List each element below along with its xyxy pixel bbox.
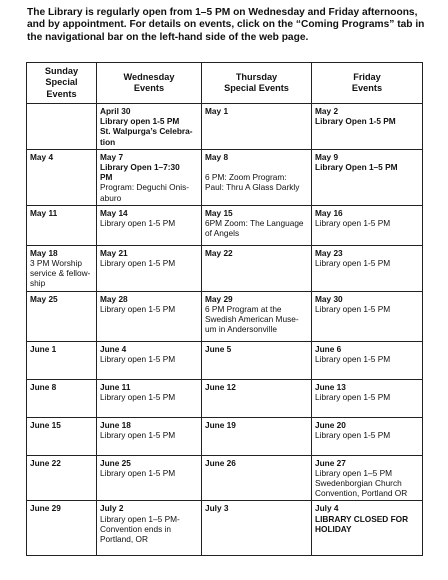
- date: June 18: [100, 419, 131, 430]
- date: June 26: [205, 457, 236, 468]
- event-text: ship: [30, 278, 46, 289]
- date: May 18: [30, 247, 58, 258]
- header-thursday-line: Special Events: [224, 83, 289, 93]
- thursday-cell: [202, 379, 312, 417]
- friday-cell: [312, 417, 423, 455]
- wednesday-cell: [97, 149, 202, 205]
- header-sunday-line: Sunday: [44, 66, 79, 77]
- table-row: [27, 205, 423, 245]
- date: July 3: [205, 503, 229, 514]
- event-text: Swedenborgian Church: [315, 478, 402, 489]
- friday-cell: [312, 205, 423, 245]
- date: May 7: [100, 151, 124, 162]
- table-row: [27, 104, 423, 150]
- sunday-cell: [27, 245, 97, 291]
- header-friday-line: Events: [351, 83, 383, 93]
- event-text: 6 PM: Zoom Program:: [205, 172, 287, 183]
- friday-cell: [312, 104, 423, 150]
- event-text: Library open 1-5 PM: [315, 353, 391, 364]
- event-text: um in Andersonville: [205, 324, 277, 335]
- thursday-cell: [202, 341, 312, 379]
- event-text: Library open 1-5 PM: [100, 353, 176, 364]
- event-text: St. Walpurga’s Celebra-: [100, 126, 193, 137]
- wednesday-cell: [97, 341, 202, 379]
- sunday-cell: [27, 501, 97, 556]
- header-wednesday: [97, 63, 202, 104]
- date: May 4: [30, 151, 54, 162]
- event-text: Library open 1-5 PM: [315, 391, 391, 402]
- date: June 4: [100, 343, 127, 354]
- date: May 21: [100, 247, 128, 258]
- date: May 1: [205, 106, 229, 116]
- event-text: 6 PM Program at the: [205, 303, 282, 314]
- sunday-cell: [27, 417, 97, 455]
- event-text: Library Open 1–7:30: [100, 162, 180, 173]
- thursday-cell: [202, 455, 312, 501]
- thursday-cell: [202, 501, 312, 556]
- wednesday-cell: [97, 417, 202, 455]
- event-text: 3 PM Worship: [30, 258, 82, 269]
- event-text: Convention ends in: [100, 523, 172, 534]
- event-text: Library open 1-5 PM: [100, 467, 176, 478]
- header-friday: [312, 63, 423, 104]
- table-row: [27, 341, 423, 379]
- date: May 8: [205, 151, 229, 162]
- date: June 19: [205, 419, 236, 430]
- wednesday-cell: [97, 245, 202, 291]
- thursday-cell: [202, 245, 312, 291]
- date: May 2: [315, 106, 339, 116]
- friday-cell: [312, 379, 423, 417]
- sunday-cell: [27, 149, 97, 205]
- date: May 30: [315, 293, 343, 304]
- event-text: [205, 162, 308, 172]
- event-text: Library open 1-5 PM: [100, 258, 176, 269]
- date: June 1: [30, 343, 57, 354]
- friday-cell: [312, 341, 423, 379]
- date: May 14: [100, 207, 128, 218]
- event-text: Swedish American Muse-: [205, 314, 299, 325]
- header-row: [27, 63, 423, 104]
- schedule-table: [26, 62, 423, 556]
- thursday-cell: [202, 205, 312, 245]
- event-text: Library open 1-5 PM: [315, 303, 391, 314]
- header-thursday: [202, 63, 312, 104]
- intro-paragraph: The Library is regularly open from 1–5 PM on Wednesday and Friday afternoons, and by appointment. For details on events, click on the “Coming Programs” tab in the navigational bar on the left-hand side of the web page.: [27, 7, 425, 43]
- event-text: PM: [100, 172, 113, 183]
- table-row: [27, 291, 423, 341]
- wednesday-cell: [97, 501, 202, 556]
- thursday-cell: [202, 104, 312, 150]
- wednesday-cell: [97, 379, 202, 417]
- event-text: Library open 1-5 PM: [100, 303, 176, 314]
- friday-cell: [312, 149, 423, 205]
- event-text: Library open 1-5 PM: [315, 218, 391, 229]
- date: May 15: [205, 207, 233, 218]
- event-text: Program: Deguchi Onis-: [100, 182, 189, 193]
- date: May 28: [100, 293, 128, 304]
- event-text: Library open 1-5 PM: [100, 391, 176, 402]
- table-row: [27, 501, 423, 556]
- date: May 9: [315, 151, 339, 162]
- header-sunday: [27, 63, 97, 104]
- event-text: Library open 1-5 PM: [100, 429, 176, 440]
- event-text: Library open 1–5 PM: [315, 467, 393, 478]
- event-text: of Angels: [205, 228, 240, 239]
- event-text: aburo: [100, 192, 122, 203]
- sunday-cell: [27, 379, 97, 417]
- header-wednesday-line: Wednesday: [123, 71, 175, 82]
- friday-cell: [312, 455, 423, 501]
- event-text: Library Open 1-5 PM: [315, 116, 396, 127]
- date: April 30: [100, 106, 131, 116]
- event-text: HOLIDAY: [315, 523, 352, 534]
- date: May 16: [315, 207, 343, 218]
- event-text: Library open 1-5 PM: [100, 116, 180, 127]
- header-wednesday-line: Events: [133, 83, 165, 93]
- table-row: [27, 245, 423, 291]
- thursday-cell: [202, 149, 312, 205]
- date: May 23: [315, 247, 343, 258]
- date: June 13: [315, 381, 346, 392]
- sunday-cell: [27, 341, 97, 379]
- event-text: LIBRARY CLOSED FOR: [315, 513, 409, 524]
- header-sunday-line: Events: [46, 88, 77, 99]
- table-row: [27, 417, 423, 455]
- table-row: [27, 379, 423, 417]
- event-text: Portland, OR: [100, 534, 148, 545]
- event-text: Library open 1-5 PM: [315, 429, 391, 440]
- event-text: Paul: Thru A Glass Darkly: [205, 182, 300, 193]
- date: May 25: [30, 293, 58, 304]
- date: June 11: [100, 381, 131, 392]
- date: June 29: [30, 503, 61, 514]
- table-row: [27, 455, 423, 501]
- header-sunday-line: Special: [45, 77, 78, 88]
- event-text: tion: [100, 136, 116, 147]
- header-friday-line: Friday: [353, 71, 381, 82]
- friday-cell: [312, 245, 423, 291]
- thursday-cell: [202, 417, 312, 455]
- wednesday-cell: [97, 205, 202, 245]
- friday-cell: [312, 501, 423, 556]
- thursday-cell: [202, 291, 312, 341]
- wednesday-cell: [97, 291, 202, 341]
- event-text: Library open 1-5 PM: [315, 258, 391, 269]
- friday-cell: [312, 291, 423, 341]
- date: May 22: [205, 247, 233, 258]
- sunday-cell: [27, 104, 97, 150]
- sunday-cell: [27, 205, 97, 245]
- sunday-cell: [27, 291, 97, 341]
- event-text: service & fellow-: [30, 268, 91, 279]
- event-text: Library Open 1–5 PM: [315, 162, 398, 173]
- date: May 29: [205, 293, 233, 304]
- date: July 2: [100, 503, 124, 514]
- wednesday-cell: [97, 104, 202, 150]
- event-text: 6PM Zoom: The Language: [205, 218, 304, 229]
- date: June 6: [315, 343, 342, 354]
- header-thursday-line: Thursday: [235, 71, 278, 82]
- date: June 20: [315, 419, 346, 430]
- date: June 12: [205, 381, 236, 392]
- date: July 4: [315, 503, 339, 514]
- date: June 5: [205, 343, 232, 354]
- date: June 27: [315, 457, 346, 468]
- date: June 8: [30, 381, 57, 392]
- date: May 11: [30, 207, 58, 218]
- date: June 22: [30, 457, 61, 468]
- table-row: [27, 149, 423, 205]
- wednesday-cell: [97, 455, 202, 501]
- date: June 15: [30, 419, 61, 430]
- event-text: Library open 1–5 PM-: [100, 513, 180, 524]
- event-text: Convention, Portland OR: [315, 488, 408, 499]
- event-text: Library open 1-5 PM: [100, 218, 176, 229]
- date: June 25: [100, 457, 131, 468]
- sunday-cell: [27, 455, 97, 501]
